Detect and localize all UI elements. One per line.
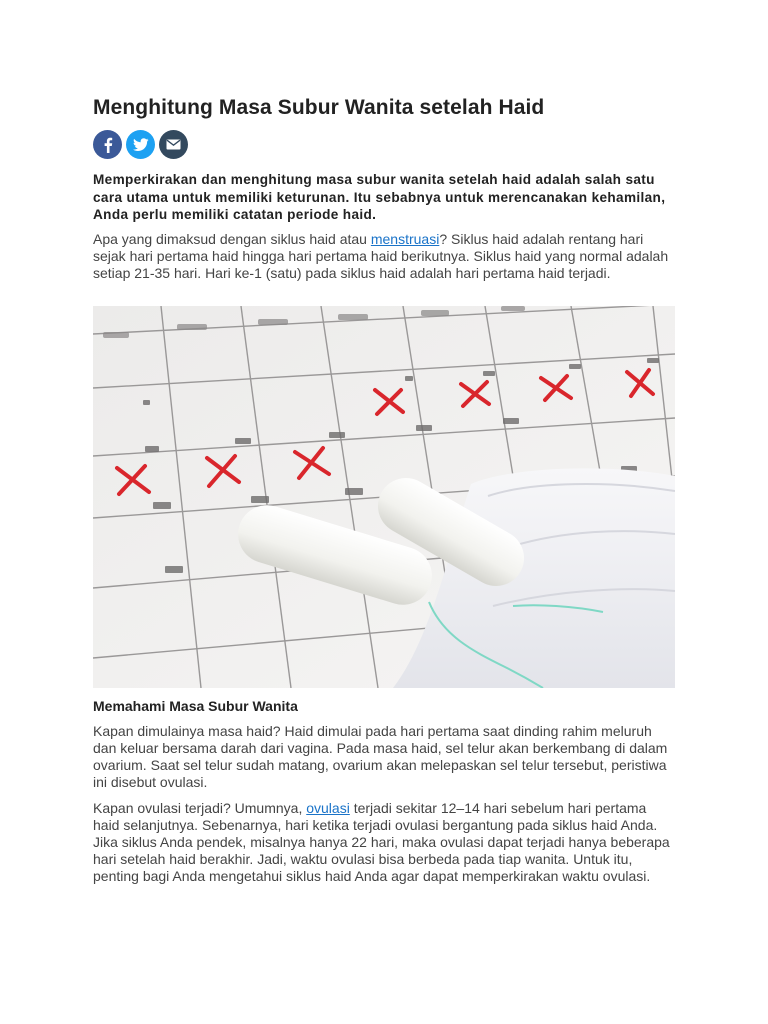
twitter-share-button[interactable] — [126, 130, 155, 159]
section-heading: Memahami Masa Subur Wanita — [93, 698, 298, 714]
paragraph-menstruation: Kapan dimulainya masa haid? Haid dimulai pada hari pertama saat dinding rahim meluruh dan keluar bersama darah dari vagina. Pada masa haid, sel telur akan berkembang di dalam ovarium. Saat sel telur sudah matang, ovarium akan melepaskan sel telur tersebut, peristiwa ini disebut ovulasi. — [93, 723, 668, 790]
menstruasi-link[interactable]: menstruasi — [370, 231, 440, 247]
mail-icon — [166, 139, 181, 150]
article-lead: Memperkirakan dan menghitung masa subur wanita setelah haid adalah salah satu cara utama untuk memiliki keturunan. Itu sebabnya untuk merencanakan kehamilan, Anda perlu memiliki catatan periode haid. — [93, 172, 666, 222]
facebook-share-button[interactable] — [93, 130, 122, 159]
paragraph-text: ? Siklus haid adalah rentang hari sejak hari pertama haid hingga hari pertama haid berikutnya. Siklus haid yang normal adalah setiap 21-35 hari. Hari ke-1 (satu) pada siklus haid adalah hari pertama haid terjadi. — [93, 231, 669, 281]
calendar-illustration — [93, 306, 675, 688]
ovulasi-link[interactable]: ovulasi — [306, 800, 350, 816]
paragraph-cycle — [93, 231, 675, 282]
email-share-button[interactable] — [159, 130, 188, 159]
share-bar — [93, 130, 188, 159]
twitter-icon — [133, 138, 149, 152]
paragraph-text: Kapan ovulasi terjadi? Umumnya, — [93, 800, 307, 816]
facebook-icon — [101, 137, 115, 153]
paragraph-ovulation — [93, 800, 675, 885]
article-title: Menghitung Masa Subur Wanita setelah Haid — [93, 96, 545, 119]
paragraph-text: terjadi sekitar 12–14 hari sebelum hari pertama haid selanjutnya. Sebenarnya, hari ketika terjadi ovulasi bergantung pada siklus haid Anda. Jika siklus Anda pendek, misalnya hanya 22 hari, maka ovulasi dapat terjadi hanya beberapa hari setelah haid berakhir. Jadi, waktu ovulasi bisa berbeda pada tiap wanita. Untuk itu, penting bagi Anda mengetahui siklus haid Anda agar dapat memperkirakan waktu ovulasi. — [93, 800, 670, 884]
calendar-tampon-photo — [93, 306, 675, 688]
paragraph-text: Apa yang dimaksud dengan siklus haid atau — [93, 231, 371, 247]
